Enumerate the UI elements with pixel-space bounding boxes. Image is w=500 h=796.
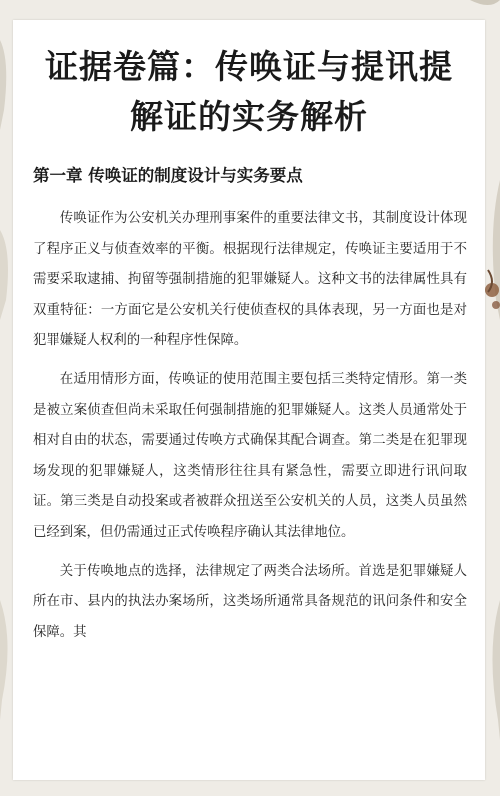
body-paragraph: 在适用情形方面，传唤证的使用范围主要包括三类特定情形。第一类是被立案侦查但尚未采取任何强制措施的犯罪嫌疑人。这类人员通常处于相对自由的状态，需要通过传唤方式确保其配合调查。第二类是在犯罪现场发现的犯罪嫌疑人，这类情形往往具有紧急性，需要立即进行讯问取证。第三类是自动投案或者被群众扭送至公安机关的人员，这类人员虽然已经到案，但仍需通过正式传唤程序确认其法律地位。 [33,371,467,540]
document-page [13,20,485,780]
document-title: 证据卷篇：传唤证与提讯提解证的实务解析 [45,47,453,136]
chapter-heading: 第一章 传唤证的制度设计与实务要点 [33,166,303,185]
body-paragraph: 传唤证作为公安机关办理刑事案件的重要法律文书，其制度设计体现了程序正义与侦查效率的平衡。根据现行法律规定，传唤证主要适用于不需要采取逮捕、拘留等强制措施的犯罪嫌疑人。这种文书的法律属性具有双重特征：一方面它是公安机关行使侦查权的具体表现，另一方面也是对犯罪嫌疑人权利的一种程序性保障。 [33,211,467,349]
body-paragraph: 关于传唤地点的选择，法律规定了两类合法场所。首选是犯罪嫌疑人所在市、县内的执法办案场所，这类场所通常具备规范的讯问条件和安全保障。其 [33,563,467,640]
